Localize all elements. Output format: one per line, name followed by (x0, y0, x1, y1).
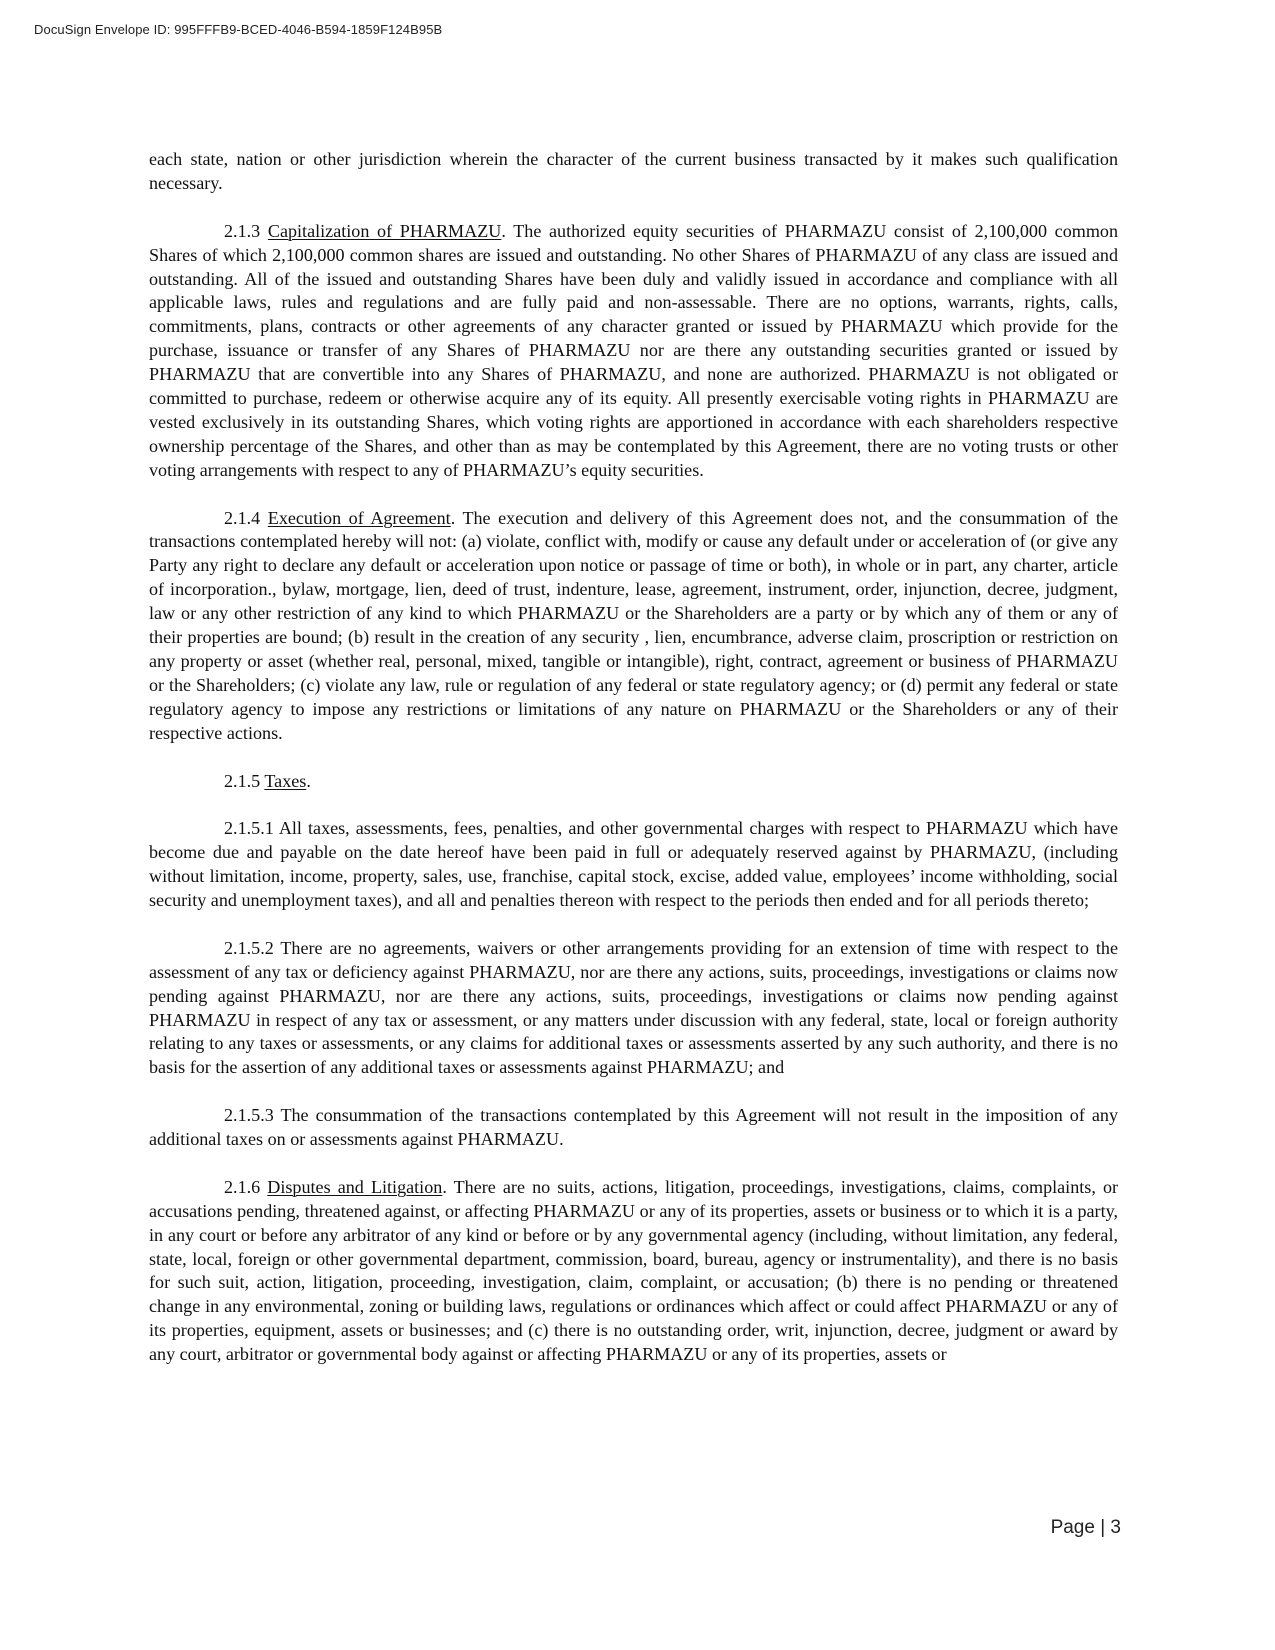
document-body (149, 148, 1118, 1391)
section-number: 2.1.5.1 (224, 818, 274, 839)
section-text: There are no agreements, waivers or other arrangements providing for an extension of time with respect to the assessment of any tax or deficiency against PHARMAZU, nor are there any actions, suits, proceedings, investigations or claims now pending against PHARMAZU, nor are there any actions, suits, proceedings, investigations or claims now pending against PHARMAZU in respect of any tax or assessment, or any matters under discussion with any federal, state, local or foreign authority relating to any taxes or assessments, or any claims for additional taxes or assessments asserted by any such authority, and there is no basis for the assertion of any additional taxes or assessments against PHARMAZU; and (149, 937, 1119, 1078)
section-text: . (306, 770, 311, 791)
section-2-1-5-2 (149, 937, 1118, 1080)
section-2-1-5 (149, 770, 1118, 794)
section-number: 2.1.5.2 (224, 937, 274, 958)
paragraph-text: each state, nation or other jurisdiction wherein the character of the current business transacted by it makes such qualification necessary. (149, 149, 1118, 193)
section-text: The consummation of the transactions contemplated by this Agreement will not result in the imposition of any additional taxes on or assessments against PHARMAZU. (149, 1105, 1118, 1150)
envelope-id: DocuSign Envelope ID: 995FFFB9-BCED-4046-B594-1859F124B95B (34, 22, 443, 37)
section-heading: Execution of Agreement (267, 507, 451, 528)
section-heading: Taxes (264, 770, 307, 791)
section-text: . The authorized equity securities of PHARMAZU consist of 2,100,000 common Shares of which 2,100,000 common shares are issued and outstanding. No other Shares of PHARMAZU of any class are issued and outstanding. All of the issued and outstanding Shares have been duly and validly issued in accordance and compliance with all applicable laws, rules and regulations and are fully paid and non-assessable. There are no options, warrants, rights, calls, commitments, plans, contracts or other agreements of any character granted or issued by PHARMAZU which provide for the purchase, issuance or transfer of any Shares of PHARMAZU nor are there any outstanding securities granted or issued by PHARMAZU that are convertible into any Shares of PHARMAZU, and none are authorized. PHARMAZU is not obligated or committed to purchase, redeem or otherwise acquire any of its equity. All presently exercisable voting rights in PHARMAZU are vested exclusively in its outstanding Shares, which voting rights are apportioned in accordance with each shareholders respective ownership percentage of the Shares, and other than as may be contemplated by this Agreement, there are no voting trusts or other voting arrangements with respect to any of PHARMAZU’s equity securities. (149, 220, 1118, 480)
section-heading: Capitalization of PHARMAZU (267, 220, 502, 241)
section-number: 2.1.5 (224, 770, 261, 791)
section-2-1-5-1 (149, 817, 1118, 913)
paragraph-continuation (149, 148, 1118, 196)
page-number: Page | 3 (1050, 1517, 1121, 1538)
section-heading: Disputes and Litigation (267, 1176, 443, 1197)
section-text: . There are no suits, actions, litigation, proceedings, investigations, claims, complaints, or accusations pending, threatened against, or affecting PHARMAZU or any of its properties, assets or business or to which it is a party, in any court or before any arbitrator of any kind or before or by any governmental agency (including, without limitation, any federal, state, local, foreign or other governmental department, commission, board, bureau, agency or instrumentality), and there is no basis for such suit, action, litigation, proceeding, investigation, claim, complaint, or accusation; (b) there is no pending or threatened change in any environmental, zoning or building laws, regulations or ordinances which affect or could affect PHARMAZU or any of its properties, equipment, assets or businesses; and (c) there is no outstanding order, writ, injunction, decree, judgment or award by any court, arbitrator or governmental body against or affecting PHARMAZU or any of its properties, assets or (149, 1176, 1119, 1365)
section-number: 2.1.4 (224, 507, 261, 528)
section-text: All taxes, assessments, fees, penalties, and other governmental charges with respect to PHARMAZU which have become due and payable on the date hereof have been paid in full or adequately reserved against by PHARMAZU, (including without limitation, income, property, sales, use, franchise, capital stock, excise, added value, employees’ income withholding, social security and unemployment taxes), and all and penalties thereon with respect to the periods then ended and for all periods thereto; (149, 818, 1118, 911)
section-number: 2.1.3 (224, 220, 261, 241)
section-2-1-6 (149, 1176, 1118, 1367)
section-text: . The execution and delivery of this Agreement does not, and the consummation of the transactions contemplated hereby will not: (a) violate, conflict with, modify or cause any default under or acceleration of (or give any Party any right to declare any default or acceleration upon notice or passage of time or both), in whole or in part, any charter, article of incorporation., bylaw, mortgage, lien, deed of trust, indenture, lease, agreement, instrument, order, injunction, decree, judgment, law or any other restriction of any kind to which PHARMAZU or the Shareholders are a party or by which any of them or any of their properties are bound; (b) result in the creation of any security , lien, encumbrance, adverse claim, proscription or restriction on any property or asset (whether real, personal, mixed, tangible or intangible), right, contract, agreement or business of PHARMAZU or the Shareholders; (c) violate any law, rule or regulation of any federal or state regulatory agency; or (d) permit any federal or state regulatory agency to impose any restrictions or limitations of any nature on PHARMAZU or the Shareholders or any of their respective actions. (149, 507, 1119, 743)
section-number: 2.1.5.3 (224, 1105, 274, 1126)
section-number: 2.1.6 (224, 1176, 261, 1197)
section-2-1-4 (149, 507, 1118, 746)
section-2-1-5-3 (149, 1104, 1118, 1152)
section-2-1-3 (149, 220, 1118, 483)
